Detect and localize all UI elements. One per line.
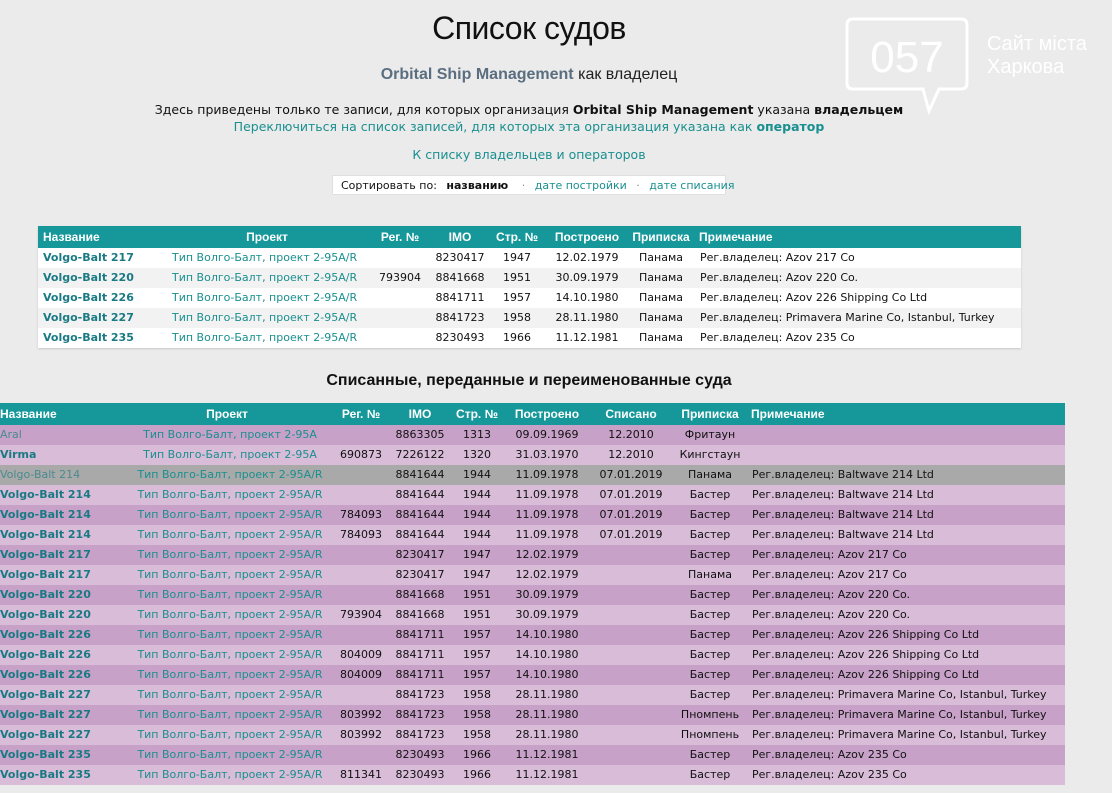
table-row — [0, 705, 1065, 725]
ship-built-date: 09.09.1969 — [506, 425, 588, 445]
ship-name-link[interactable]: Volgo-Balt 217 — [0, 545, 124, 565]
col-header-yard: Стр. № — [448, 403, 506, 425]
ship-scrapped-date — [588, 545, 674, 565]
ship-scrapped-date — [588, 685, 674, 705]
ship-yard-number: 1947 — [448, 565, 506, 585]
ship-imo: 8841711 — [392, 645, 448, 665]
ship-project-link[interactable]: Тип Волго-Балт, проект 2-95A/R — [124, 705, 330, 725]
col-header-name[interactable]: Название — [0, 403, 124, 425]
sort-bar — [332, 175, 735, 195]
ship-yard-number: 1958 — [448, 725, 506, 745]
ship-imo: 8230493 — [432, 328, 488, 348]
ship-scrapped-date — [588, 565, 674, 585]
ship-imo: 8841723 — [392, 705, 448, 725]
ship-built-date: 11.12.1981 — [506, 745, 588, 765]
ship-reg-number — [368, 328, 432, 348]
ship-yard-number: 1947 — [488, 248, 546, 268]
ship-project-link[interactable]: Тип Волго-Балт, проект 2-95A/R — [124, 745, 330, 765]
ship-built-date: 30.09.1979 — [506, 585, 588, 605]
ship-built-date: 11.09.1978 — [506, 505, 588, 525]
ship-note: Рег.владелец: Primavera Marine Co, Istanbul, Turkey — [694, 308, 1021, 328]
ship-yard-number: 1958 — [448, 685, 506, 705]
col-header-reg: Рег. № — [330, 403, 392, 425]
ship-name-link[interactable]: Volgo-Balt 226 — [0, 645, 124, 665]
ship-yard-number: 1966 — [448, 765, 506, 785]
ship-scrapped-date: 12.2010 — [588, 425, 674, 445]
col-header-name[interactable]: Название — [38, 226, 166, 248]
ship-project-link[interactable]: Тип Волго-Балт, проект 2-95A/R — [124, 605, 330, 625]
ship-imo: 8841723 — [392, 725, 448, 745]
ship-name-link[interactable]: Volgo-Balt 227 — [38, 308, 166, 328]
ship-name-link[interactable]: Volgo-Balt 235 — [38, 328, 166, 348]
ship-note — [746, 425, 1065, 445]
ship-built-date: 14.10.1980 — [546, 288, 628, 308]
table-row — [0, 765, 1065, 785]
ship-note: Рег.владелец: Azov 235 Co — [746, 745, 1065, 765]
ship-project-link[interactable]: Тип Волго-Балт, проект 2-95A/R — [166, 308, 368, 328]
ship-name-link[interactable]: Volgo-Balt 226 — [0, 665, 124, 685]
ship-built-date: 11.12.1981 — [506, 765, 588, 785]
ship-yard-number: 1944 — [448, 485, 506, 505]
ship-yard-number: 1951 — [448, 605, 506, 625]
table-row — [0, 445, 1065, 465]
table-row — [0, 465, 1065, 485]
ship-project-link[interactable]: Тип Волго-Балт, проект 2-95A/R — [124, 485, 330, 505]
ship-project-link[interactable]: Тип Волго-Балт, проект 2-95A/R — [166, 288, 368, 308]
col-header-note: Примечание — [694, 226, 1021, 248]
removed-ships-table-body — [0, 425, 1065, 785]
ship-note: Рег.владелец: Azov 217 Co — [746, 565, 1065, 585]
ship-imo: 8230417 — [392, 565, 448, 585]
ship-imo: 8841668 — [392, 605, 448, 625]
ship-port: Бастер — [674, 525, 746, 545]
table-row — [0, 565, 1065, 585]
ship-port: Фритаун — [674, 425, 746, 445]
col-header-scrapped[interactable]: Списано — [588, 403, 674, 425]
switch-link-prefix[interactable]: Переключиться на список записей, для которых эта организация указана как — [233, 119, 753, 134]
ship-yard-number: 1966 — [448, 745, 506, 765]
ship-name-link[interactable]: Volgo-Balt 220 — [38, 268, 166, 288]
ship-project-link[interactable]: Тип Волго-Балт, проект 2-95A/R — [124, 545, 330, 565]
switch-to-operator-link[interactable] — [0, 119, 1058, 134]
filter-info-prefix: Здесь приведены только те записи, для которых организация — [154, 102, 569, 117]
ship-imo: 8230417 — [392, 545, 448, 565]
table-row — [0, 605, 1065, 625]
table-row — [38, 288, 1021, 308]
ship-name-link[interactable]: Volgo-Balt 226 — [38, 288, 166, 308]
sort-label: Сортировать по: — [341, 179, 437, 192]
ship-project-link[interactable]: Тип Волго-Балт, проект 2-95A/R — [124, 465, 330, 485]
ship-built-date: 28.11.1980 — [546, 308, 628, 328]
ship-built-date: 11.12.1981 — [546, 328, 628, 348]
ship-note: Рег.владелец: Azov 235 Co — [694, 328, 1021, 348]
table-row — [0, 725, 1065, 745]
ship-name-link[interactable]: Volgo-Balt 220 — [0, 585, 124, 605]
col-header-built[interactable]: Построено — [506, 403, 588, 425]
ship-note: Рег.владелец: Primavera Marine Co, Istanbul, Turkey — [746, 725, 1065, 745]
ship-port: Бастер — [674, 505, 746, 525]
ship-port: Панама — [628, 288, 694, 308]
ship-name-link[interactable]: Volgo-Balt 235 — [0, 765, 124, 785]
ship-imo: 8230417 — [432, 248, 488, 268]
table-row — [0, 645, 1065, 665]
ship-name-link[interactable]: Volgo-Balt 227 — [0, 685, 124, 705]
ship-project-link[interactable]: Тип Волго-Балт, проект 2-95A/R — [166, 268, 368, 288]
filter-info-mid: указана — [757, 102, 811, 117]
table-row — [0, 665, 1065, 685]
ship-project-link[interactable]: Тип Волго-Балт, проект 2-95A/R — [124, 625, 330, 645]
logo-number: 057 — [870, 33, 944, 82]
ship-port: Бастер — [674, 485, 746, 505]
ship-imo: 8841723 — [432, 308, 488, 328]
ship-imo: 8230493 — [392, 765, 448, 785]
ship-imo: 8841644 — [392, 485, 448, 505]
ships-table — [38, 226, 1021, 348]
ship-imo: 8230493 — [392, 745, 448, 765]
sort-current: названию — [446, 179, 509, 192]
ship-scrapped-date — [588, 585, 674, 605]
col-header-yard: Стр. № — [488, 226, 546, 248]
ship-reg-number — [330, 485, 392, 505]
ship-project-link[interactable]: Тип Волго-Балт, проект 2-95A/R — [124, 665, 330, 685]
table-row — [0, 685, 1065, 705]
col-header-built[interactable]: Построено — [546, 226, 628, 248]
ship-reg-number — [330, 625, 392, 645]
ship-reg-number — [330, 465, 392, 485]
ship-imo: 8841644 — [392, 525, 448, 545]
ship-built-date: 31.03.1970 — [506, 445, 588, 465]
ship-name-link[interactable]: Volgo-Balt 226 — [0, 625, 124, 645]
ship-scrapped-date — [588, 705, 674, 725]
ship-port: Панама — [674, 565, 746, 585]
ship-name-link[interactable]: Volgo-Balt 214 — [0, 505, 124, 525]
table-row — [38, 248, 1021, 268]
col-header-reg: Рег. № — [368, 226, 432, 248]
ship-port: Панама — [628, 308, 694, 328]
ship-note: Рег.владелец: Azov 226 Shipping Co Ltd — [746, 665, 1065, 685]
ship-built-date: 30.09.1979 — [506, 605, 588, 625]
ship-reg-number — [330, 585, 392, 605]
ship-scrapped-date — [588, 625, 674, 645]
ship-port: Бастер — [674, 765, 746, 785]
site-logo-icon — [843, 15, 971, 115]
ship-note: Рег.владелец: Azov 217 Co — [694, 248, 1021, 268]
ship-name-link[interactable]: Volgo-Balt 214 — [0, 465, 124, 485]
ship-reg-number: 690873 — [330, 445, 392, 465]
ship-reg-number: 793904 — [330, 605, 392, 625]
ship-built-date: 28.11.1980 — [506, 685, 588, 705]
ship-yard-number: 1958 — [448, 705, 506, 725]
ship-yard-number: 1951 — [488, 268, 546, 288]
ship-scrapped-date — [588, 605, 674, 625]
ship-built-date: 14.10.1980 — [506, 625, 588, 645]
ships-table-body — [38, 248, 1021, 348]
ship-yard-number: 1320 — [448, 445, 506, 465]
ship-note: Рег.владелец: Baltwave 214 Ltd — [746, 485, 1065, 505]
page-title: Список судов — [432, 10, 626, 46]
col-header-project: Проект — [166, 226, 368, 248]
ship-note: Рег.владелец: Azov 220 Co. — [746, 605, 1065, 625]
ship-note: Рег.владелец: Baltwave 214 Ltd — [746, 465, 1065, 485]
ship-yard-number: 1944 — [448, 465, 506, 485]
section-heading-removed: Списанные, переданные и переименованные суда — [326, 372, 732, 389]
organization-role: как владелец — [578, 66, 678, 83]
ship-port: Бастер — [674, 645, 746, 665]
ship-yard-number: 1313 — [448, 425, 506, 445]
ship-built-date: 12.02.1979 — [506, 565, 588, 585]
ship-yard-number: 1957 — [448, 625, 506, 645]
ship-imo: 8841711 — [432, 288, 488, 308]
filter-info-role: владельцем — [814, 102, 904, 117]
ship-name-link[interactable]: Volgo-Balt 235 — [0, 745, 124, 765]
ship-yard-number: 1947 — [448, 545, 506, 565]
ship-scrapped-date — [588, 725, 674, 745]
table-row — [0, 505, 1065, 525]
ship-built-date: 12.02.1979 — [546, 248, 628, 268]
ship-imo: 8841711 — [392, 665, 448, 685]
ship-port: Панама — [628, 328, 694, 348]
ship-project-link[interactable]: Тип Волго-Балт, проект 2-95A/R — [124, 585, 330, 605]
ship-built-date: 11.09.1978 — [506, 485, 588, 505]
ship-reg-number: 793904 — [368, 268, 432, 288]
ship-built-date: 14.10.1980 — [506, 665, 588, 685]
table-row — [0, 625, 1065, 645]
ship-reg-number: 804009 — [330, 665, 392, 685]
ship-imo: 8863305 — [392, 425, 448, 445]
ship-imo: 8841668 — [432, 268, 488, 288]
ship-built-date: 11.09.1978 — [506, 525, 588, 545]
ship-note: Рег.владелец: Azov 235 Co — [746, 765, 1065, 785]
ship-reg-number — [368, 248, 432, 268]
ship-note: Рег.владелец: Azov 220 Co. — [746, 585, 1065, 605]
table-row — [0, 745, 1065, 765]
ship-name-link[interactable]: Volgo-Balt 227 — [0, 725, 124, 745]
col-header-imo: IMO — [432, 226, 488, 248]
ship-yard-number: 1957 — [488, 288, 546, 308]
ship-scrapped-date — [588, 745, 674, 765]
ship-yard-number: 1966 — [488, 328, 546, 348]
ship-yard-number: 1957 — [448, 665, 506, 685]
ship-note: Рег.владелец: Azov 217 Co — [746, 545, 1065, 565]
ship-built-date: 30.09.1979 — [546, 268, 628, 288]
ship-scrapped-date: 12.2010 — [588, 445, 674, 465]
col-header-imo: IMO — [392, 403, 448, 425]
ship-reg-number: 803992 — [330, 705, 392, 725]
ship-project-link[interactable]: Тип Волго-Балт, проект 2-95A/R — [124, 565, 330, 585]
ship-reg-number: 803992 — [330, 725, 392, 745]
ship-yard-number: 1944 — [448, 525, 506, 545]
table-row — [0, 525, 1065, 545]
ship-reg-number: 784093 — [330, 505, 392, 525]
table-row — [0, 585, 1065, 605]
ship-reg-number — [330, 545, 392, 565]
ship-note: Рег.владелец: Baltwave 214 Ltd — [746, 505, 1065, 525]
ship-project-link[interactable]: Тип Волго-Балт, проект 2-95A/R — [124, 645, 330, 665]
table-row — [0, 545, 1065, 565]
ship-port: Бастер — [674, 745, 746, 765]
ship-note: Рег.владелец: Baltwave 214 Ltd — [746, 525, 1065, 545]
removed-ships-table — [0, 403, 1065, 785]
ship-reg-number: 784093 — [330, 525, 392, 545]
ship-imo: 8841668 — [392, 585, 448, 605]
ship-reg-number — [368, 288, 432, 308]
ship-note: Рег.владелец: Azov 226 Shipping Co Ltd — [746, 625, 1065, 645]
sort-separator: · — [521, 179, 526, 192]
ship-imo: 8841711 — [392, 625, 448, 645]
ship-project-link[interactable]: Тип Волго-Балт, проект 2-95A — [124, 445, 330, 465]
ship-built-date: 11.09.1978 — [506, 465, 588, 485]
ship-note: Рег.владелец: Azov 226 Shipping Co Ltd — [694, 288, 1021, 308]
sort-separator: · — [636, 179, 640, 192]
ship-built-date: 28.11.1980 — [506, 725, 588, 745]
ship-project-link[interactable]: Тип Волго-Балт, проект 2-95A/R — [166, 328, 368, 348]
ship-reg-number — [330, 745, 392, 765]
ship-scrapped-date — [588, 765, 674, 785]
organization-name[interactable]: Orbital Ship Management — [380, 66, 574, 83]
ship-name-link[interactable]: Volgo-Balt 214 — [0, 485, 124, 505]
ship-note: Рег.владелец: Primavera Marine Co, Istanbul, Turkey — [746, 685, 1065, 705]
ship-yard-number: 1951 — [448, 585, 506, 605]
ship-port: Бастер — [674, 665, 746, 685]
ship-scrapped-date: 07.01.2019 — [588, 505, 674, 525]
ship-note — [746, 445, 1065, 465]
ship-scrapped-date: 07.01.2019 — [588, 465, 674, 485]
ship-name-link[interactable]: Volgo-Balt 217 — [0, 565, 124, 585]
ship-note: Рег.владелец: Primavera Marine Co, Istanbul, Turkey — [746, 705, 1065, 725]
ship-port: Пномпень — [674, 705, 746, 725]
col-header-port: Приписка — [674, 403, 746, 425]
col-header-port: Приписка — [628, 226, 694, 248]
filter-info-org: Orbital Ship Management — [572, 102, 754, 117]
ship-built-date: 12.02.1979 — [506, 545, 588, 565]
ship-yard-number: 1944 — [448, 505, 506, 525]
col-header-project: Проект — [124, 403, 330, 425]
ship-note: Рег.владелец: Azov 220 Co. — [694, 268, 1021, 288]
ship-scrapped-date: 07.01.2019 — [588, 485, 674, 505]
ship-scrapped-date — [588, 645, 674, 665]
ship-project-link[interactable]: Тип Волго-Балт, проект 2-95A/R — [124, 525, 330, 545]
sort-by-build-date-link[interactable]: дате постройки — [534, 179, 627, 192]
ship-name-link[interactable]: Volgo-Balt 217 — [38, 248, 166, 268]
ship-imo: 8841644 — [392, 505, 448, 525]
ship-port: Бастер — [674, 585, 746, 605]
ship-project-link[interactable]: Тип Волго-Балт, проект 2-95A — [124, 425, 330, 445]
ship-imo: 8841644 — [392, 465, 448, 485]
ship-reg-number: 804009 — [330, 645, 392, 665]
ship-name-link[interactable]: Aral — [0, 425, 124, 445]
ship-port: Кингстаун — [674, 445, 746, 465]
ship-built-date: 14.10.1980 — [506, 645, 588, 665]
ship-reg-number — [368, 308, 432, 328]
table-row — [0, 425, 1065, 445]
ship-project-link[interactable]: Тип Волго-Балт, проект 2-95A/R — [124, 505, 330, 525]
back-to-owners-link[interactable]: К списку владельцев и операторов — [412, 147, 646, 162]
ship-name-link[interactable]: Volgo-Balt 220 — [0, 605, 124, 625]
site-logo-line1: Сайт міста — [987, 33, 1087, 55]
ship-reg-number — [330, 685, 392, 705]
removed-ships-table-header — [0, 403, 1065, 425]
switch-link-role[interactable]: оператор — [756, 119, 825, 134]
sort-by-scrap-date-link[interactable]: дате списания — [649, 179, 735, 192]
table-row — [0, 485, 1065, 505]
ship-yard-number: 1957 — [448, 645, 506, 665]
ship-project-link[interactable]: Тип Волго-Балт, проект 2-95A/R — [124, 685, 330, 705]
ship-port: Панама — [628, 268, 694, 288]
ship-reg-number: 811341 — [330, 765, 392, 785]
table-row — [38, 308, 1021, 328]
ships-table-header — [38, 226, 1021, 248]
ship-name-link[interactable]: Volgo-Balt 214 — [0, 525, 124, 545]
site-logo-line2: Харкова — [987, 56, 1065, 78]
ship-project-link[interactable]: Тип Волго-Балт, проект 2-95A/R — [124, 765, 330, 785]
ship-project-link[interactable]: Тип Волго-Балт, проект 2-95A/R — [166, 248, 368, 268]
table-row — [38, 328, 1021, 348]
ship-port: Панама — [674, 465, 746, 485]
ship-name-link[interactable]: Volgo-Balt 227 — [0, 705, 124, 725]
ship-port: Пномпень — [674, 725, 746, 745]
ship-built-date: 28.11.1980 — [506, 705, 588, 725]
ship-imo: 7226122 — [392, 445, 448, 465]
ship-port: Бастер — [674, 625, 746, 645]
ship-port: Бастер — [674, 605, 746, 625]
ship-scrapped-date: 07.01.2019 — [588, 525, 674, 545]
ship-port: Бастер — [674, 545, 746, 565]
ship-note: Рег.владелец: Azov 226 Shipping Co Ltd — [746, 645, 1065, 665]
ship-name-link[interactable]: Virma — [0, 445, 124, 465]
ship-project-link[interactable]: Тип Волго-Балт, проект 2-95A/R — [124, 725, 330, 745]
ship-reg-number — [330, 565, 392, 585]
ship-scrapped-date — [588, 665, 674, 685]
ship-port: Панама — [628, 248, 694, 268]
ship-imo: 8841723 — [392, 685, 448, 705]
col-header-note: Примечание — [746, 403, 1065, 425]
ship-yard-number: 1958 — [488, 308, 546, 328]
site-logo-text — [987, 33, 1087, 79]
table-row — [38, 268, 1021, 288]
ship-port: Бастер — [674, 685, 746, 705]
ship-reg-number — [330, 425, 392, 445]
